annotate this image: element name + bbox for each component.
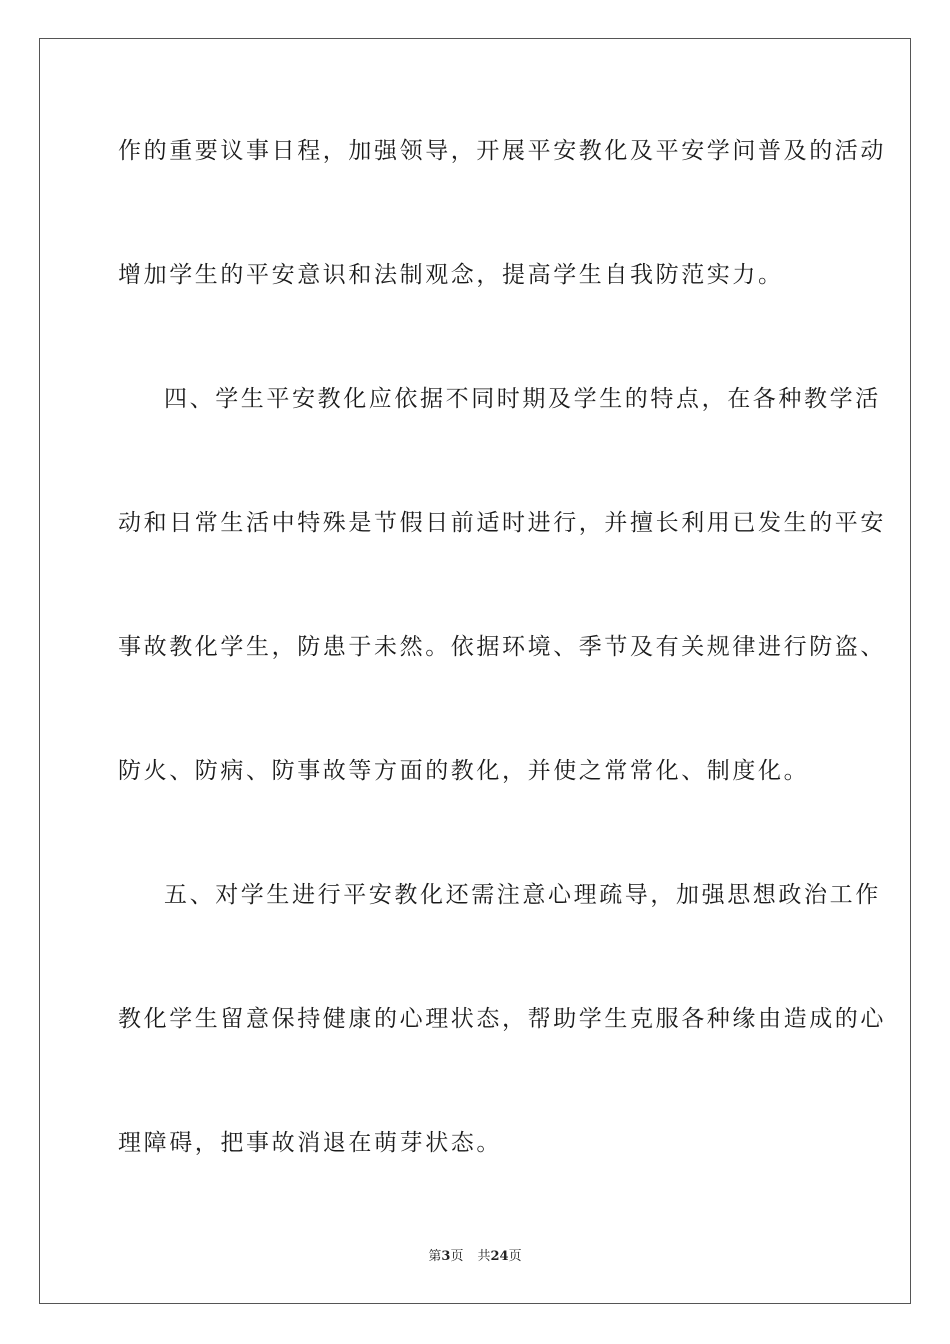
body-text-line: 增加学生的平安意识和法制观念，提高学生自我防范实力。 [118, 262, 784, 288]
page-suffix: 页 [450, 1249, 464, 1264]
total-prefix: 共 [477, 1249, 491, 1264]
body-text-line: 防火、防病、防事故等方面的教化，并使之常常化、制度化。 [118, 758, 810, 784]
body-text-line: 作的重要议事日程，加强领导，开展平安教化及平安学问普及的活动 [118, 138, 886, 164]
paragraph-start-line: 四、学生平安教化应依据不同时期及学生的特点，在各种教学活 [164, 386, 881, 412]
body-text-line: 教化学生留意保持健康的心理状态，帮助学生克服各种缘由造成的心 [118, 1006, 886, 1032]
page-prefix: 第 [428, 1249, 442, 1264]
body-text-line: 动和日常生活中特殊是节假日前适时进行，并擅长利用已发生的平安 [118, 510, 886, 536]
body-text-line: 理障碍，把事故消退在萌芽状态。 [118, 1130, 502, 1156]
total-pages: 24 [490, 1249, 509, 1264]
paragraph-start-line: 五、对学生进行平安教化还需注意心理疏导，加强思想政治工作 [164, 882, 881, 908]
total-suffix: 页 [508, 1249, 522, 1264]
page-border [39, 38, 911, 1304]
body-text-line: 事故教化学生，防患于未然。依据环境、季节及有关规律进行防盗、 [118, 634, 886, 660]
page-footer [0, 1248, 950, 1266]
page-number: 3 [441, 1249, 451, 1264]
